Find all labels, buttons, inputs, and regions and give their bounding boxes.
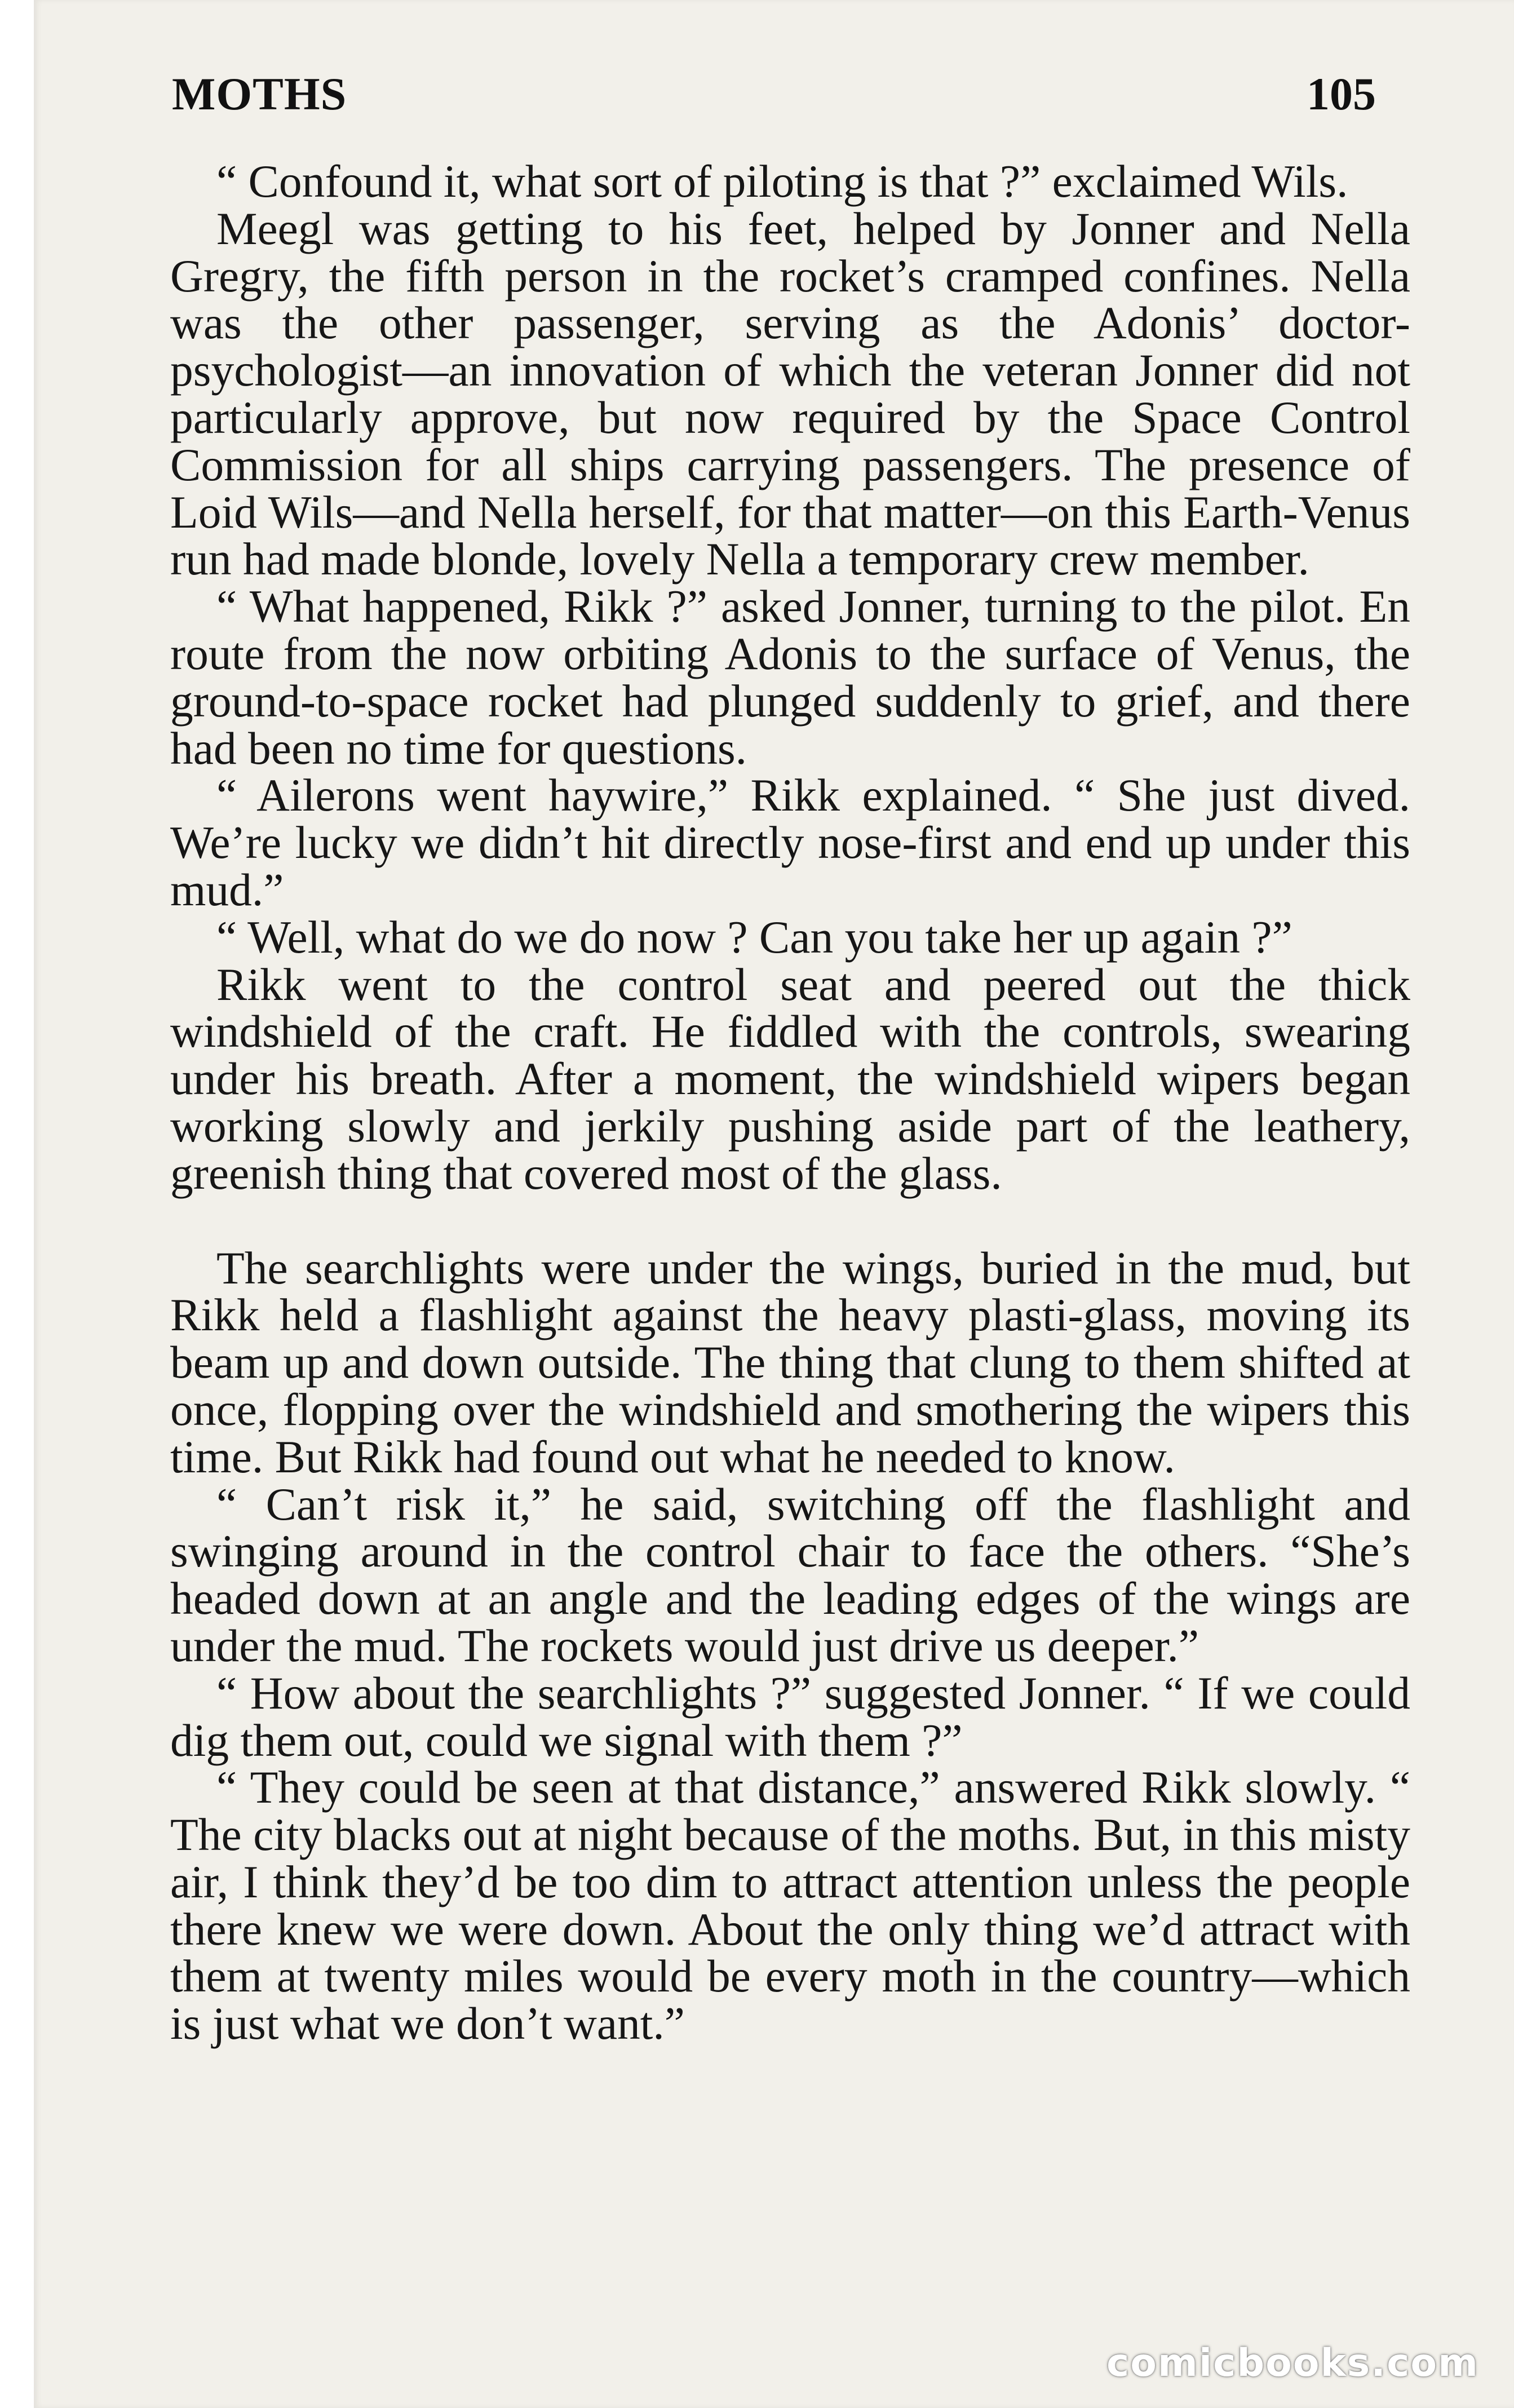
page-header bbox=[138, 62, 1376, 124]
paragraph: “ What happened, Rikk ?” asked Jonner, turning to the pilot. En route from the now orbiting Adonis to the surface of Venus, the ground-to-space rocket had plunged suddenly to grief, and there had been no time for questions. bbox=[170, 581, 1410, 774]
watermark: comicbooks.com bbox=[1106, 2341, 1479, 2385]
paragraph: Meegl was getting to his feet, helped by Jonner and Nella Gregry, the fifth person in the rocket’s cramped confines. Nella was the other passenger, serving as the Adonis’ doctor-psychologist—an innovation of which the veteran Jonner did not particularly approve, but now required by the Space Control Commission for all ships carrying passengers. The presence of Loid Wils—and Nella herself, for that matter—on this Earth-Venus run had made blonde, lovely Nella a temporary crew member. bbox=[170, 202, 1410, 585]
running-title: MOTHS bbox=[172, 68, 347, 119]
book-page bbox=[34, 0, 1514, 2408]
paragraph: The searchlights were under the wings, buried in the mud, but Rikk held a flashlight against the heavy plasti-glass, moving its beam up and down outside. The thing that clung to them shifted at once, flopping over the windshield and smothering the wipers this time. But Rikk had found out what he needed to know. bbox=[170, 1242, 1410, 1482]
paragraph: “ Confound it, what sort of piloting is that ?” exclaimed Wils. bbox=[216, 156, 1348, 207]
page-number: 105 bbox=[1307, 68, 1376, 119]
paragraph: “ Can’t risk it,” he said, switching off the flashlight and swinging around in the control chair to face the others. “She’s headed down at an angle and the leading edges of the wings are under the mud. The rockets would just drive us deeper.” bbox=[170, 1478, 1410, 1671]
paragraph: Rikk went to the control seat and peered out the thick windshield of the craft. He fiddled with the controls, swearing under his breath. After a moment, the windshield wipers began working slowly and jerkily pushing aside part of the leathery, greenish thing that covered most of the glass. bbox=[170, 958, 1410, 1199]
paragraph: “ Ailerons went haywire,” Rikk explained. “ She just dived. We’re lucky we didn’t hit directly nose-first and end up under this mud.” bbox=[170, 769, 1410, 915]
paragraph: “ Well, what do we do now ? Can you take her up again ?” bbox=[216, 911, 1292, 963]
paragraph: “ How about the searchlights ?” suggested Jonner. “ If we could dig them out, could we signal with them ?” bbox=[170, 1667, 1410, 1766]
paragraph: “ They could be seen at that distance,” answered Rikk slowly. “ The city blacks out at night because of the moths. But, in this misty air, I think they’d be too dim to attract attention unless the people there knew we were down. About the only thing we’d attract with them at twenty miles would be every moth in the country—which is just what we don’t want.” bbox=[170, 1761, 1410, 2050]
body-text bbox=[170, 156, 1410, 2050]
